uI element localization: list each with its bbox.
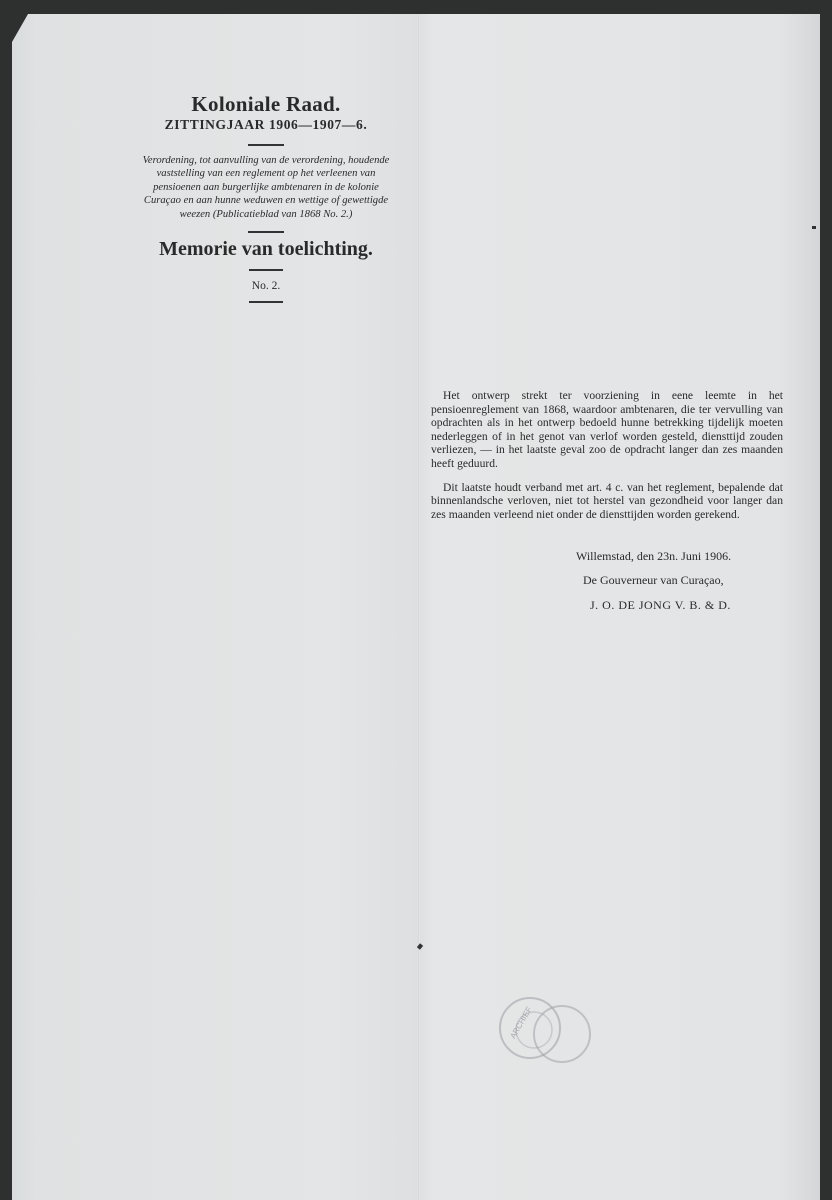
signatory-title: De Gouverneur van Curaçao, bbox=[583, 573, 724, 587]
document-type-heading: Memorie van toelichting. bbox=[159, 238, 373, 261]
center-fold bbox=[418, 14, 420, 1200]
council-title: Koloniale Raad. bbox=[191, 92, 341, 116]
archive-stamp bbox=[494, 996, 598, 1075]
divider bbox=[249, 301, 283, 303]
svg-text:ARCHIEF: ARCHIEF bbox=[508, 1005, 534, 1041]
document-number: No. 2. bbox=[251, 280, 281, 293]
place-date: Willemstad, den 23n. Juni 1906. bbox=[576, 549, 732, 563]
paragraph-2: Dit laatste houdt verband met art. 4 c. van het reglement, bepalende dat binnenlandsche verloven, niet tot herstel van gezondheid voor langer dan zes maanden verleend niet onder de diensttijden worden gerekend. bbox=[431, 480, 783, 521]
ordinance-subject: Verordening, tot aanvulling van de verordening, houdende vaststelling van een reglement op het verleenen van pensioenen aan burgerlijke ambtenaren in de kolonie Curaçao en aan hunne weduwen en wettige of gewettigde weezen (Publicatieblad van 1868 No. 2.) bbox=[142, 155, 390, 220]
divider bbox=[249, 269, 283, 271]
document-header bbox=[140, 92, 392, 303]
explanation-body bbox=[431, 389, 783, 521]
signatory-name: J. O. DE JONG V. B. & D. bbox=[590, 598, 731, 612]
torn-corner bbox=[12, 14, 28, 42]
divider bbox=[248, 144, 284, 146]
divider bbox=[248, 231, 284, 233]
session-year: ZITTINGJAAR 1906—1907—6. bbox=[164, 117, 368, 132]
ink-mark bbox=[812, 226, 816, 229]
paragraph-1: Het ontwerp strekt ter voorziening in eene leemte in het pensioenreglement van 1868, waardoor ambtenaren, die ter vervulling van opdrachten als in het ontwerp bedoeld hunne betrekking tijdelijk moeten nederleggen of in het genot van verlof worden gesteld, diensttijd zouden verliezen, — in het laatste geval zoo de opdracht langer dan zes maanden heeft geduurd. bbox=[431, 389, 783, 470]
